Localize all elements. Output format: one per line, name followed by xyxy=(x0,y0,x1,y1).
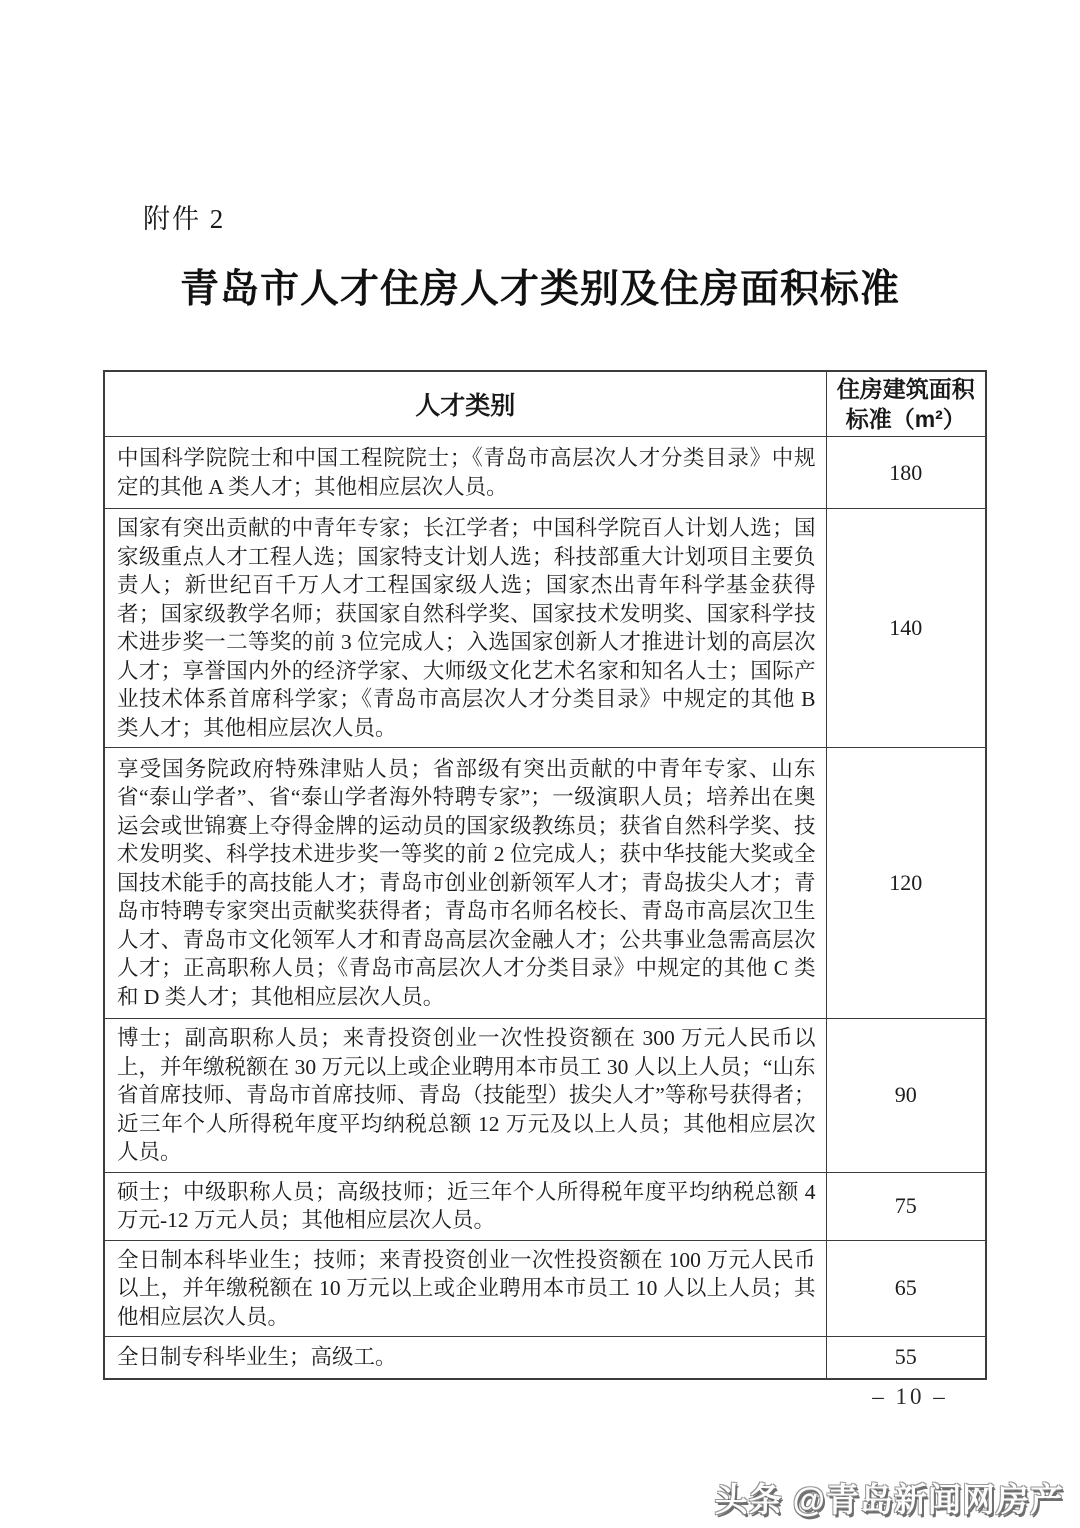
area-cell: 120 xyxy=(826,748,986,1019)
area-cell: 65 xyxy=(826,1240,986,1337)
table-row xyxy=(104,1019,986,1173)
area-cell: 140 xyxy=(826,509,986,748)
table-row xyxy=(104,509,986,748)
category-cell: 全日制本科毕业生；技师；来青投资创业一次性投资额在 100 万元人民币以上，并年缴税额在 10 万元以上或企业聘用本市员工 10 人以上人员；其他相应层次人员。 xyxy=(104,1240,826,1337)
area-cell: 180 xyxy=(826,437,986,509)
area-cell: 75 xyxy=(826,1172,986,1240)
category-cell: 中国科学院院士和中国工程院院士；《青岛市高层次人才分类目录》中规定的其他 A 类人才；其他相应层次人员。 xyxy=(104,437,826,509)
page-number: – 10 – xyxy=(872,1384,948,1409)
watermark-text: 头条 @青岛新闻网房产 xyxy=(714,1481,1064,1518)
area-cell: 55 xyxy=(826,1337,986,1379)
header-talent-category: 人才类别 xyxy=(104,371,826,437)
table-row xyxy=(104,437,986,509)
header-area-standard: 住房建筑面积标准（m²） xyxy=(826,371,986,437)
area-cell: 90 xyxy=(826,1019,986,1173)
table-row xyxy=(104,1337,986,1379)
table-header-row xyxy=(104,371,986,437)
attachment-label: 附件 2 xyxy=(143,204,226,234)
table-row xyxy=(104,748,986,1019)
category-cell: 博士；副高职称人员；来青投资创业一次性投资额在 300 万元人民币以上，并年缴税额在 30 万元以上或企业聘用本市员工 30 人以上人员；“山东省首席技师、青岛市首席技师、青岛（技能型）拔尖人才”等称号获得者；近三年个人所得税年度平均纳税总额 12 万元及以上人员；其他相应层次人员。 xyxy=(104,1019,826,1173)
category-cell: 硕士；中级职称人员；高级技师；近三年个人所得税年度平均纳税总额 4 万元-12 万元人员；其他相应层次人员。 xyxy=(104,1172,826,1240)
category-cell: 全日制专科毕业生；高级工。 xyxy=(104,1337,826,1379)
page-title: 青岛市人才住房人才类别及住房面积标准 xyxy=(179,268,900,311)
table-row xyxy=(104,1172,986,1240)
category-cell: 国家有突出贡献的中青年专家；长江学者；中国科学院百人计划人选；国家级重点人才工程人选；国家特支计划人选；科技部重大计划项目主要负责人；新世纪百千万人才工程国家级人选；国家杰出青年科学基金获得者；国家级教学名师；获国家自然科学奖、国家技术发明奖、国家科学技术进步奖一二等奖的前 3 位完成人；入选国家创新人才推进计划的高层次人才；享誉国内外的经济学家、大师级文化艺术名家和知名人士；国际产业技术体系首席科学家；《青岛市高层次人才分类目录》中规定的其他 B 类人才；其他相应层次人员。 xyxy=(104,509,826,748)
table-row xyxy=(104,1240,986,1337)
category-cell: 享受国务院政府特殊津贴人员；省部级有突出贡献的中青年专家、山东省“泰山学者”、省“泰山学者海外特聘专家”；一级演职人员；培养出在奥运会或世锦赛上夺得金牌的运动员的国家级教练员；获省自然科学奖、技术发明奖、科学技术进步奖一等奖的前 2 位完成人；获中华技能大奖或全国技术能手的高技能人才；青岛市创业创新领军人才；青岛拔尖人才；青岛市特聘专家突出贡献奖获得者；青岛市名师名校长、青岛市高层次卫生人才、青岛市文化领军人才和青岛高层次金融人才；公共事业急需高层次人才；正高职称人员；《青岛市高层次人才分类目录》中规定的其他 C 类和 D 类人才；其他相应层次人员。 xyxy=(104,748,826,1019)
standards-table xyxy=(103,370,987,1380)
